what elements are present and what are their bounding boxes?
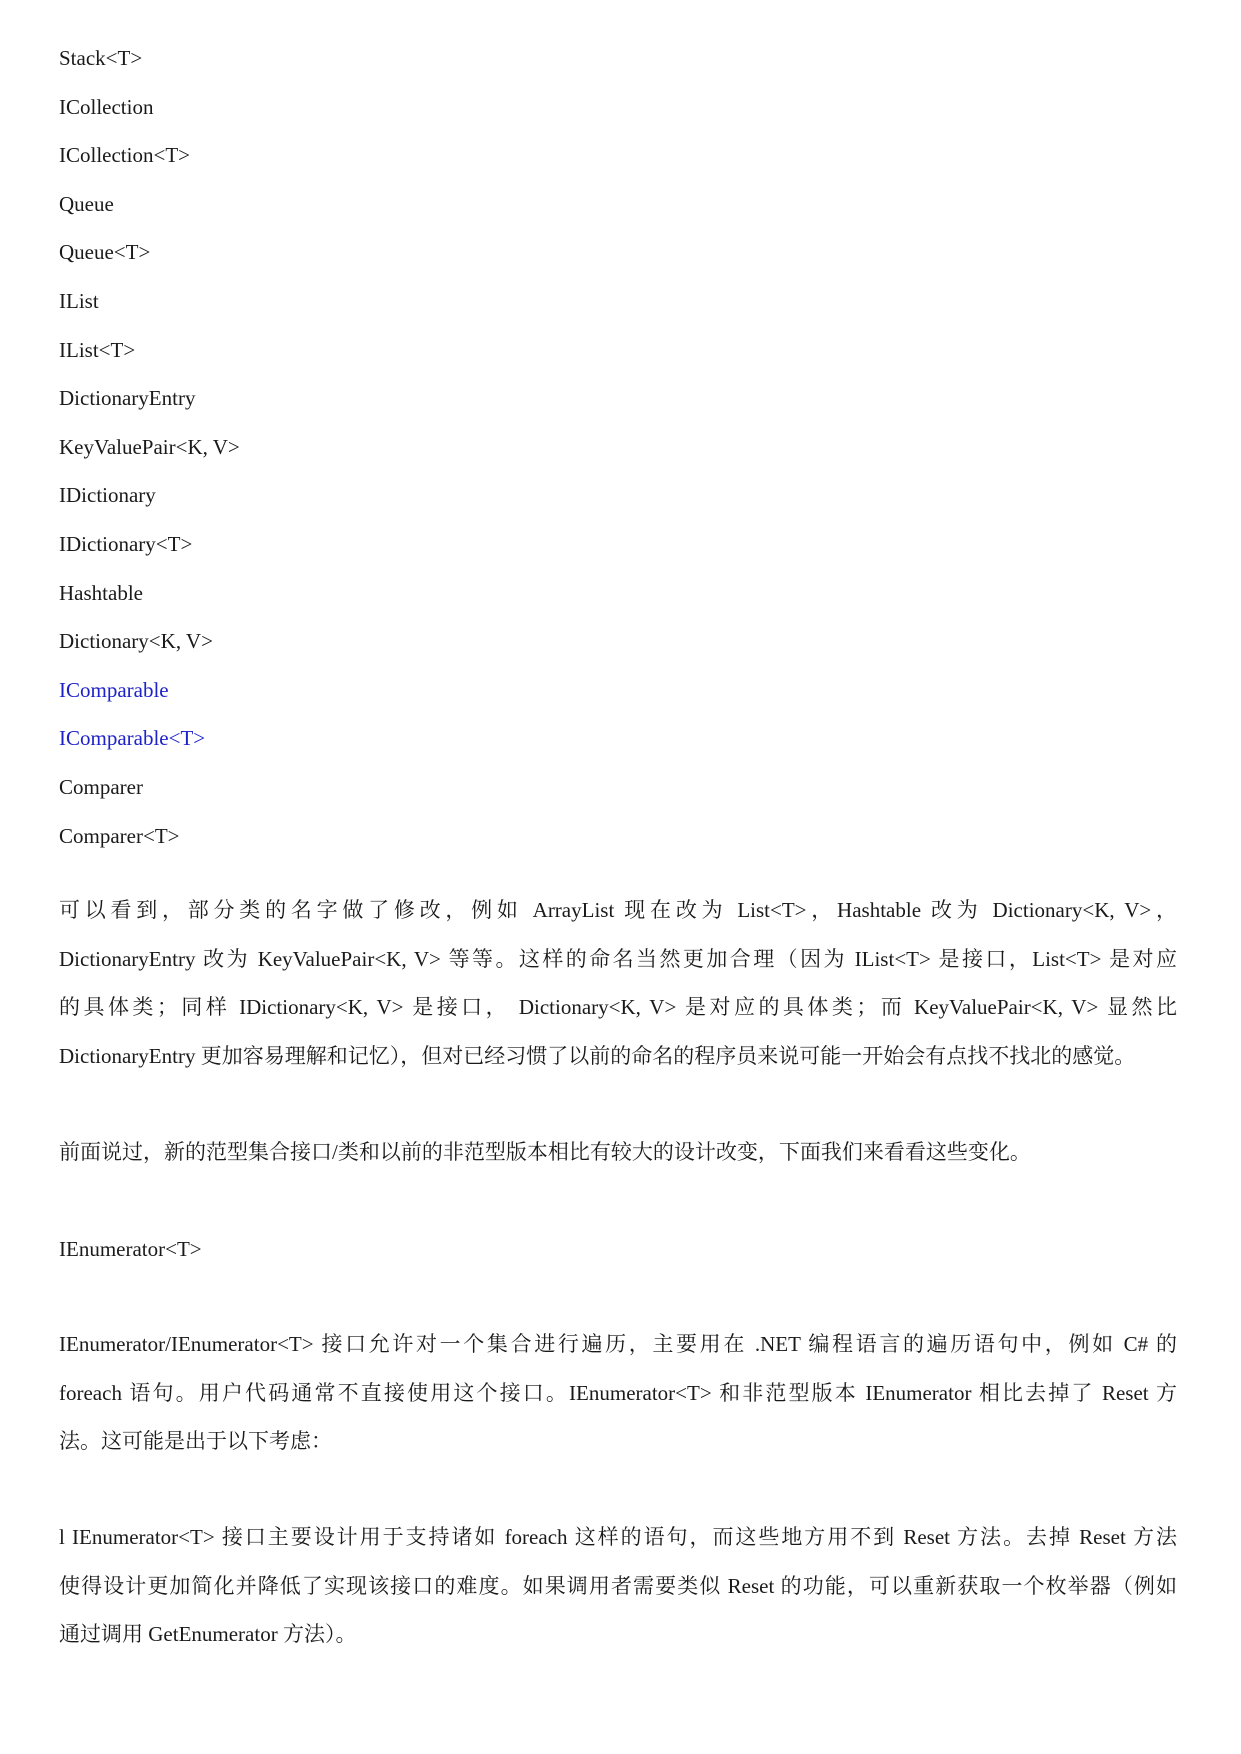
list-item: Queue <box>59 191 114 216</box>
paragraph-line: DictionaryEntry 更加容易理解和记忆），但对已经习惯了以前的命名的程序员来说可能一开始会有点找不找北的感觉。 <box>59 1043 1136 1068</box>
list-item: Hashtable <box>59 580 143 605</box>
paragraph-line: 的具体类；同样 IDictionary<K, V> 是接口， Dictionary<K, V> 是对应的具体类；而 KeyValuePair<K, V> 显然比 <box>59 995 1177 1020</box>
list-item: IList <box>59 288 99 313</box>
paragraph-line: 通过调用 GetEnumerator 方法）。 <box>59 1622 357 1647</box>
paragraph-reset-removal <box>59 1513 1177 1659</box>
list-item-highlighted: IComparable <box>59 677 169 702</box>
paragraph-line: 法。这可能是出于以下考虑： <box>59 1429 332 1454</box>
paragraph-line: DictionaryEntry 改为 KeyValuePair<K, V> 等等。这样的命名当然更加合理（因为 IList<T> 是接口，List<T> 是对应 <box>59 946 1177 971</box>
list-item-highlighted: IComparable<T> <box>59 726 206 751</box>
paragraph-line: IEnumerator/IEnumerator<T> 接口允许对一个集合进行遍历，主要用在 .NET 编程语言的遍历语句中，例如 C# 的 <box>59 1332 1177 1356</box>
type-name-list <box>59 44 240 870</box>
paragraph-line: 使得设计更加简化并降低了实现该接口的难度。如果调用者需要类似 Reset 的功能，可以重新获取一个枚举器（例如 <box>59 1573 1177 1598</box>
list-item: Comparer <box>59 774 143 799</box>
list-item: IDictionary<T> <box>59 531 193 556</box>
paragraph-renaming <box>59 886 1177 1080</box>
paragraph-design-changes: 前面说过，新的范型集合接口/类和以前的非范型版本相比有较大的设计改变，下面我们来看看这些变化。 <box>59 1140 1031 1164</box>
list-item: Queue<T> <box>59 240 151 265</box>
paragraph-line: 可以看到，部分类的名字做了修改，例如 ArrayList 现在改为 List<T>，Hashtable 改为 Dictionary<K, V>， <box>59 898 1177 922</box>
list-item: KeyValuePair<K, V> <box>59 434 240 459</box>
list-item: Stack<T> <box>59 46 143 70</box>
paragraph-line: l IEnumerator<T> 接口主要设计用于支持诸如 foreach 这样的语句，而这些地方用不到 Reset 方法。去掉 Reset 方法 <box>59 1525 1177 1549</box>
list-item: Dictionary<K, V> <box>59 629 213 654</box>
paragraph-line: foreach 语句。用户代码通常不直接使用这个接口。IEnumerator<T> 和非范型版本 IEnumerator 相比去掉了 Reset 方 <box>59 1380 1177 1405</box>
paragraph-ienumerator <box>59 1320 1177 1466</box>
list-item: Comparer<T> <box>59 823 180 848</box>
list-item: IDictionary <box>59 483 156 508</box>
section-heading: IEnumerator<T> <box>59 1237 202 1261</box>
list-item: ICollection <box>59 94 154 119</box>
list-item: DictionaryEntry <box>59 386 196 411</box>
list-item: ICollection<T> <box>59 143 190 168</box>
list-item: IList<T> <box>59 337 136 362</box>
